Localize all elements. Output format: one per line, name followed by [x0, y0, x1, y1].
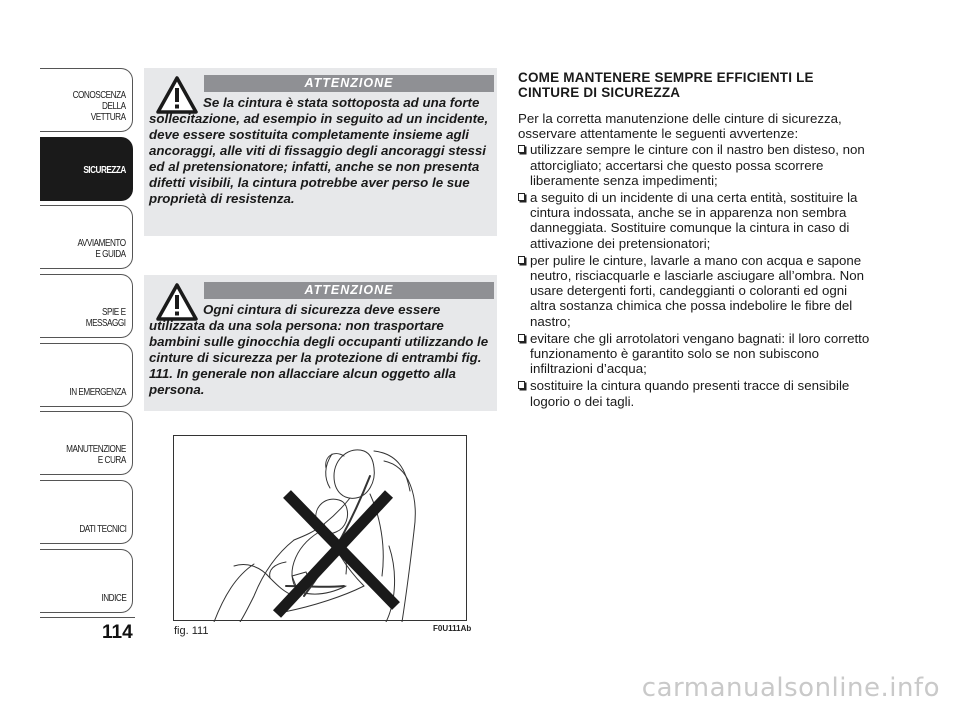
- figure-child-on-lap: [173, 435, 467, 621]
- maintenance-list: [508, 142, 873, 408]
- list-item-text: per pulire le cinture, lavarle a mano con acqua e sapone neutro, risciacquarle e lasciarle asciugare all’ombra. Non usare detergenti forti, candeggianti o coloranti ed ogni altra sostanza chimica che possa indebolire le fibre del nastro;: [530, 252, 865, 329]
- list-item-text: utilizzare sempre le cinture con il nastro ben disteso, non attorcigliato; accertarsi che questo possa scorrere liberamente senza impedimenti;: [530, 142, 865, 188]
- list-item: [508, 142, 873, 188]
- adult-head: [334, 450, 374, 498]
- page-number: 114: [102, 622, 133, 643]
- warning-box: [144, 68, 497, 236]
- tab-conoscenza-della-vettura[interactable]: [40, 68, 133, 132]
- checkbox-bullet-icon: [518, 145, 525, 153]
- warning-title: ATTENZIONE: [204, 282, 494, 299]
- list-item-text: evitare che gli arrotolatori vengano bagnati: il loro corretto funzionamento è garantito solo se non subiscono infiltrazioni d’acqua;: [530, 330, 870, 377]
- tab-label: AVVIAMENTO E GUIDA: [77, 238, 126, 261]
- tab-label: SICUREZZA: [83, 164, 126, 176]
- prohibited-cross-icon: [277, 494, 396, 614]
- checkbox-bullet-icon: [518, 381, 525, 389]
- tab-label: CONOSCENZA DELLA VETTURA: [73, 90, 126, 123]
- tab-label: MANUTENZIONE E CURA: [66, 444, 126, 467]
- list-item-text: a seguito di un incidente di una certa entità, sostituire la cintura indossata, anche se in apparenza non sembra danneggiata. Sostituire comunque la cintura in caso di attivazione dei pretensionatori;: [530, 190, 858, 251]
- warning-text: Ogni cintura di sicurezza deve essere utilizzata da una sola persona: non trasportare bambini sulle ginocchia degli occupanti utilizzando le cinture di sicurezza per la protezione di entrambi fig. 111. In generale non allacciare alcun oggetto alla persona.: [149, 302, 489, 397]
- tab-label: SPIE E MESSAGGI: [86, 307, 126, 330]
- section-tabs: [40, 68, 133, 618]
- section-title: COME MANTENERE SEMPRE EFFICIENTI LE CINTURE DI SICUREZZA: [518, 70, 814, 100]
- tab-spie-e-messaggi[interactable]: [40, 274, 133, 338]
- tab-label: INDICE: [101, 592, 126, 604]
- tab-in-emergenza[interactable]: [40, 343, 133, 407]
- tab-avviamento-e-guida[interactable]: [40, 205, 133, 269]
- list-item: [508, 331, 873, 377]
- maintenance-section: [508, 70, 873, 411]
- tab-sicurezza[interactable]: [40, 137, 133, 201]
- checkbox-bullet-icon: [518, 193, 525, 201]
- figure-caption: fig. 111: [174, 625, 209, 637]
- warning-box: [144, 275, 497, 411]
- page-number-divider: [40, 617, 135, 618]
- list-item-text: sostituire la cintura quando presenti tracce di sensibile logorio o dei tagli.: [530, 378, 850, 409]
- list-item: [508, 190, 873, 251]
- list-item: [508, 253, 873, 329]
- tab-label: DATI TECNICI: [78, 524, 126, 536]
- list-item: [508, 378, 873, 408]
- tab-indice[interactable]: [40, 549, 133, 613]
- tab-dati-tecnici[interactable]: [40, 480, 133, 544]
- tab-label: IN EMERGENZA: [69, 386, 126, 398]
- tab-manutenzione-e-cura[interactable]: [40, 411, 133, 475]
- checkbox-bullet-icon: [518, 256, 525, 264]
- checkbox-bullet-icon: [518, 334, 525, 342]
- watermark: carmanualsonline.info: [641, 673, 940, 703]
- warning-text: Se la cintura è stata sottoposta ad una forte sollecitazione, ad esempio in seguito ad un incidente, deve essere sostituita completamente insieme agli ancoraggi, alle viti di fissaggio degli ancoraggi stessi ed al pretensionatore; infatti, anche se non presenta difetti visibili, la cintura potrebbe aver perso le sue proprietà di resistenza.: [149, 95, 489, 206]
- illustration-seatbelt-misuse: [174, 436, 468, 622]
- warning-title: ATTENZIONE: [204, 75, 494, 92]
- section-intro: Per la corretta manutenzione delle cinture di sicurezza, osservare attentamente le seguenti avvertenze:: [518, 111, 842, 142]
- figure-code: F0U111Ab: [433, 624, 472, 633]
